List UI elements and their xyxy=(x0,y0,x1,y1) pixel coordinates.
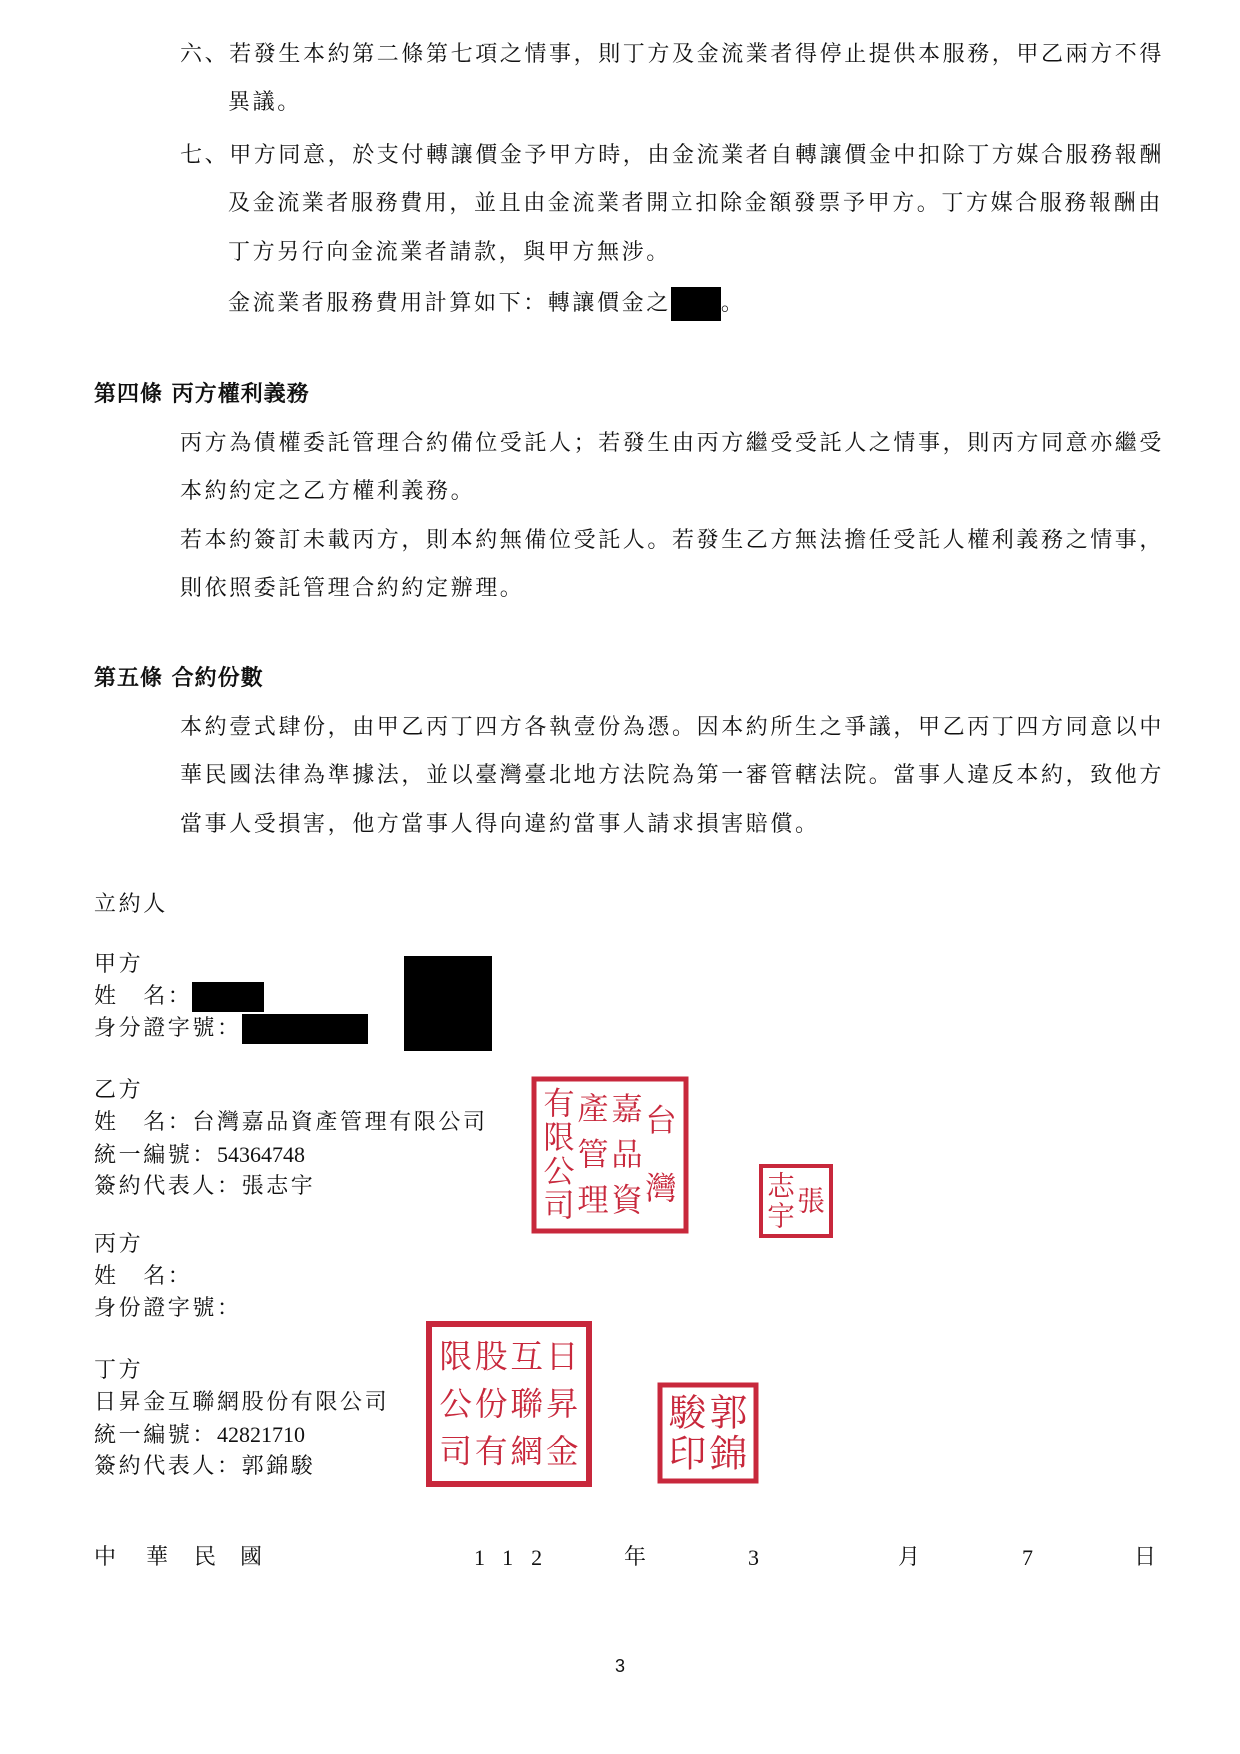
seal-character: 印 xyxy=(668,1431,707,1476)
item-6-line-1: 六、若發生本約第二條第七項之情事，則丁方及金流業者得停止提供本服務，甲乙兩方不得 xyxy=(180,42,1165,67)
seal-character: 司 xyxy=(543,1188,575,1224)
party-d-tax-id-label: 統一編號： xyxy=(94,1423,218,1448)
seal-character: 張 xyxy=(797,1184,825,1218)
date-day-unit: 日 xyxy=(1134,1545,1157,1570)
seal-character: 日 xyxy=(545,1337,579,1376)
article-4-p1-line-1: 丙方為債權委託管理合約備位受託人；若發生由丙方繼受受託人之情事，則丙方同意亦繼受 xyxy=(180,431,1165,456)
seal-character: 份 xyxy=(474,1385,508,1423)
seal-character: 金 xyxy=(545,1432,579,1471)
party-b-company-seal xyxy=(530,1075,690,1235)
signatories-heading: 立約人 xyxy=(94,892,168,917)
article-5-line-2: 華民國法律為準據法，並以臺灣臺北地方法院為第一審管轄法院。當事人違反本約，致他方 xyxy=(180,763,1165,788)
seal-character: 管 xyxy=(577,1137,609,1173)
date-year-unit: 年 xyxy=(624,1545,647,1570)
party-a-name-row xyxy=(94,982,264,1012)
party-b-title: 乙方 xyxy=(94,1078,144,1103)
seal-character: 互 xyxy=(510,1337,544,1376)
party-c-title: 丙方 xyxy=(94,1232,144,1257)
fee-redaction xyxy=(671,287,721,321)
party-b-rep: 張志宇 xyxy=(241,1174,316,1199)
party-d-name: 日昇金互聯網股份有限公司 xyxy=(94,1390,390,1415)
article-4-p1-line-2: 本約約定之乙方權利義務。 xyxy=(180,479,476,504)
party-b-name-label: 姓 名： xyxy=(94,1110,193,1135)
party-b-rep-row xyxy=(94,1172,315,1202)
seal-character: 聯 xyxy=(510,1385,544,1423)
seal-character: 有 xyxy=(474,1432,508,1471)
party-d-company-seal xyxy=(425,1320,593,1488)
article-4-p2-line-2: 則依照委託管理合約約定辦理。 xyxy=(180,576,525,601)
seal-character: 宇 xyxy=(767,1199,795,1233)
date-country-4: 國 xyxy=(240,1545,263,1570)
party-a-seal-redaction xyxy=(404,956,492,1051)
fee-line-suffix: 。 xyxy=(720,291,746,316)
seal-character: 理 xyxy=(577,1182,609,1219)
seal-character: 駿 xyxy=(668,1390,707,1435)
date-year: 112 xyxy=(474,1545,561,1570)
party-a-title: 甲方 xyxy=(94,952,144,977)
article-5-heading: 第五條 合約份數 xyxy=(94,666,264,691)
page-number: 3 xyxy=(614,1656,625,1676)
party-b-name: 台灣嘉品資產管理有限公司 xyxy=(192,1110,488,1135)
seal-character: 公 xyxy=(439,1385,473,1423)
party-d-rep: 郭錦駿 xyxy=(241,1454,316,1479)
article-5-line-3: 當事人受損害，他方當事人得向違約當事人請求損害賠償。 xyxy=(180,812,820,837)
seal-character: 品 xyxy=(611,1137,643,1173)
seal-character: 志 xyxy=(767,1169,795,1203)
party-b-tax-id-label: 統一編號： xyxy=(94,1143,218,1168)
party-b-rep-seal xyxy=(758,1163,834,1239)
party-b-tax-id: 54364748 xyxy=(217,1142,306,1167)
seal-character: 產 xyxy=(577,1091,609,1128)
date-day: 7 xyxy=(1022,1545,1033,1570)
party-b-rep-label: 簽約代表人： xyxy=(94,1174,242,1199)
party-d-tax-id-row xyxy=(94,1420,305,1451)
party-a-name-label: 姓 名： xyxy=(94,984,193,1009)
item-6-line-2: 異議。 xyxy=(228,90,302,115)
seal-character: 郭 xyxy=(709,1390,748,1435)
date-month-unit: 月 xyxy=(898,1545,921,1570)
seal-character: 昇 xyxy=(545,1385,579,1423)
party-a-id-redaction xyxy=(242,1014,368,1044)
fee-line-prefix: 金流業者服務費用計算如下：轉讓價金之 xyxy=(228,291,671,316)
seal-character: 限 xyxy=(439,1337,473,1376)
seal-character: 司 xyxy=(439,1432,473,1471)
article-5-line-1: 本約壹式肆份，由甲乙丙丁四方各執壹份為憑。因本約所生之爭議，甲乙丙丁四方同意以中 xyxy=(180,715,1165,740)
party-d-title: 丁方 xyxy=(94,1358,144,1383)
date-country-3: 民 xyxy=(194,1545,217,1570)
seal-character: 台 xyxy=(645,1103,677,1139)
date-month: 3 xyxy=(748,1545,759,1570)
party-d-rep-row xyxy=(94,1452,315,1482)
seal-character: 灣 xyxy=(645,1171,677,1207)
party-d-rep-label: 簽約代表人： xyxy=(94,1454,242,1479)
seal-character: 限 xyxy=(543,1120,575,1156)
article-4-p2-line-1: 若本約簽訂未載丙方，則本約無備位受託人。若發生乙方無法擔任受託人權利義務之情事， xyxy=(180,528,1165,553)
seal-character: 公 xyxy=(543,1154,575,1190)
fee-line xyxy=(228,287,745,321)
party-d-tax-id: 42821710 xyxy=(217,1422,306,1447)
date-country-2: 華 xyxy=(146,1545,169,1570)
item-7-line-2: 及金流業者服務費用，並且由金流業者開立扣除金額發票予甲方。丁方媒合服務報酬由 xyxy=(228,191,1163,216)
party-c-name-label: 姓 名： xyxy=(94,1264,193,1289)
party-a-id-row xyxy=(94,1014,368,1044)
seal-character: 有 xyxy=(543,1086,575,1122)
article-4-heading: 第四條 丙方權利義務 xyxy=(94,382,310,407)
party-b-name-row xyxy=(94,1108,488,1138)
seal-character: 網 xyxy=(510,1432,544,1471)
date-country-1: 中 xyxy=(94,1545,117,1570)
party-b-tax-id-row xyxy=(94,1140,305,1171)
seal-character: 股 xyxy=(474,1337,508,1376)
party-a-id-label: 身分證字號： xyxy=(94,1016,242,1041)
party-c-id-label: 身份證字號： xyxy=(94,1296,242,1321)
seal-character: 資 xyxy=(611,1182,643,1219)
item-7-line-3: 丁方另行向金流業者請款，與甲方無涉。 xyxy=(228,240,671,265)
seal-character: 錦 xyxy=(709,1431,748,1476)
item-7-line-1: 七、甲方同意，於支付轉讓價金予甲方時，由金流業者自轉讓價金中扣除丁方媒合服務報酬 xyxy=(180,143,1165,168)
party-d-rep-seal xyxy=(657,1382,759,1484)
party-a-name-redaction xyxy=(192,982,264,1012)
seal-character: 嘉 xyxy=(611,1091,643,1128)
